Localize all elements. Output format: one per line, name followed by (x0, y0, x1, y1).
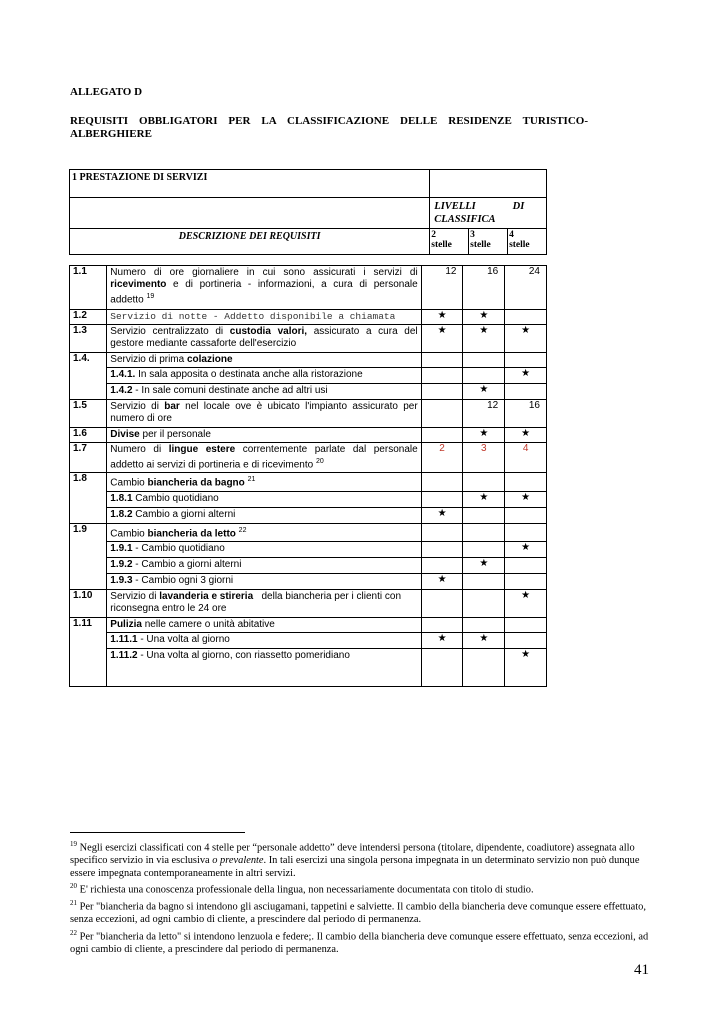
star-icon: ★ (463, 491, 505, 507)
value-3-stelle: 12 (463, 400, 505, 428)
star-icon: ★ (505, 648, 547, 686)
star-icon: ★ (421, 507, 463, 523)
star-icon: ★ (505, 541, 547, 557)
document-title-line1: REQUISITI OBBLIGATORI PER LA CLASSIFICAZIONE DELLE RESIDENZE TURISTICO- (70, 115, 588, 127)
star-icon: ★ (505, 428, 547, 443)
star-icon: ★ (421, 573, 463, 589)
table-row (70, 523, 547, 541)
table-row (70, 632, 547, 648)
row-code: 1.11 (70, 617, 107, 686)
star-icon: ★ (505, 325, 547, 353)
value-3-stelle: 16 (463, 266, 505, 310)
table-row (70, 368, 547, 384)
star-icon: ★ (463, 632, 505, 648)
table-row (70, 310, 547, 325)
footnote-20: $^{20}$ E' richiesta una conoscenza professionale della lingua, non necessariamente documentata con titolo di studio. (70, 882, 534, 896)
livelli-text: LIVELLI DI CLASSIFICA (434, 201, 525, 225)
table-row (70, 557, 547, 573)
star-icon: ★ (421, 632, 463, 648)
table-row (70, 384, 547, 400)
stars-col-4: 4 stelle (508, 229, 547, 255)
row-description: Servizio di notte - Addetto disponibile a chiamata (107, 310, 421, 325)
table-row (70, 617, 547, 632)
row-code: 1.3 (70, 325, 107, 353)
allegato-label: ALLEGATO D (70, 86, 143, 98)
table-row (70, 400, 547, 428)
livelli-header (430, 198, 547, 229)
empty-cell (70, 198, 430, 229)
row-description: Numero di ore giornaliere in cui sono assicurati i servizi di ricevimento e di portineria - informazioni, a cura di personale addetto $^{19}$ (107, 266, 421, 310)
star-icon: ★ (421, 325, 463, 353)
header-table (69, 169, 547, 255)
row-description: Divise per il personale (107, 428, 421, 443)
row-description: 1.11.1 - Una volta al giorno (107, 632, 421, 648)
table-row (70, 648, 547, 686)
row-code: 1.1 (70, 266, 107, 310)
row-code: 1.2 (70, 310, 107, 325)
table-row (70, 573, 547, 589)
table-row (70, 428, 547, 443)
table-row (70, 443, 547, 473)
livelli-spacer (430, 170, 547, 198)
row-description: Servizio centralizzato di custodia valori, assicurato a cura del gestore mediante cassaforte dell'esercizio (107, 325, 421, 353)
row-code: 1.8 (70, 473, 107, 523)
table-row (70, 473, 547, 491)
table-row (70, 325, 547, 353)
star-icon: ★ (505, 368, 547, 384)
star-icon: ★ (421, 310, 463, 325)
row-code: 1.6 (70, 428, 107, 443)
table-row (70, 541, 547, 557)
value-4-stelle: 24 (505, 266, 547, 310)
star-icon: ★ (463, 428, 505, 443)
table-row (70, 491, 547, 507)
star-icon: ★ (463, 557, 505, 573)
row-description: Cambio biancheria da letto $^{22}$ (107, 523, 421, 541)
row-code: 1.9 (70, 523, 107, 589)
row-description: 1.8.1 Cambio quotidiano (107, 491, 421, 507)
page-number: 41 (634, 962, 649, 978)
row-description: Servizio di bar nel locale ove è ubicato l'impianto assicurato per numero di ore (107, 400, 421, 428)
stars-col-3: 3 stelle (469, 229, 508, 255)
footnotes (70, 838, 650, 957)
footnote-19: $^{19}$ Negli esercizi classificati con 4 stelle per “personale addetto” deve intendersi persona (titolare, dipendente, coadiutore) assegnata allo specifico servizio in via esclusiva o prevalente. In tali esercizi una singola persona impegnata in un determinato servizio non può dunque essere impegnata contemporaneamente in altri servizi. (70, 840, 640, 879)
star-icon: ★ (505, 491, 547, 507)
footnote-21: $^{21}$ Per "biancheria da bagno si intendono gli asciugamani, tappetini e salviette. Il cambio della biancheria deve comunque essere effettuato, senza eccezioni, ad ogni cambio di cliente, a prescindere dal periodo di permanenza. (70, 899, 646, 926)
table-row (70, 589, 547, 617)
row-description: Servizio di prima colazione (107, 353, 421, 368)
requirements-table (69, 265, 547, 687)
row-description: 1.9.3 - Cambio ogni 3 giorni (107, 573, 421, 589)
table-row (70, 507, 547, 523)
row-description: Pulizia nelle camere o unità abitative (107, 617, 421, 632)
empty-cell (505, 310, 547, 325)
row-description: Numero di lingue estere correntemente parlate dal personale addetto ai servizi di portineria e di ricevimento $^{20}$ (107, 443, 421, 473)
star-icon: ★ (505, 589, 547, 617)
row-description: 1.4.2 - In sale comuni destinate anche ad altri usi (107, 384, 421, 400)
star-icon: ★ (463, 384, 505, 400)
row-description: 1.9.1 - Cambio quotidiano (107, 541, 421, 557)
footnote-22: $^{22}$ Per "biancheria da letto" si intendono lenzuola e federe;. Il cambio della biancheria deve comunque essere effettuato, senza eccezioni, ad ogni cambio di cliente, a prescindere dal periodo di permanenza. (70, 928, 649, 956)
value-4-stelle: 16 (505, 400, 547, 428)
star-icon: ★ (463, 325, 505, 353)
row-description: 1.8.2 Cambio a giorni alterni (107, 507, 421, 523)
row-code: 1.4. (70, 353, 107, 400)
star-icon: ★ (463, 310, 505, 325)
table-row (70, 353, 547, 368)
footnote-divider (70, 832, 245, 833)
document-title-line2: ALBERGHIERE (70, 128, 152, 140)
table-row (70, 266, 547, 310)
row-description: 1.11.2 - Una volta al giorno, con riassetto pomeridiano (107, 648, 421, 686)
value-3-stelle: 3 (463, 443, 505, 473)
row-code: 1.5 (70, 400, 107, 428)
stars-col-2: 2 stelle (430, 229, 469, 255)
value-2-stelle: 12 (421, 266, 463, 310)
row-description: Cambio biancheria da bagno $^{21}$ (107, 473, 421, 491)
row-code: 1.7 (70, 443, 107, 473)
value-2-stelle: 2 (421, 443, 463, 473)
row-description: 1.9.2 - Cambio a giorni alterni (107, 557, 421, 573)
row-code: 1.10 (70, 589, 107, 617)
value-4-stelle: 4 (505, 443, 547, 473)
row-description: Servizio di lavanderia e stireria della biancheria per i clienti con riconsegna entro le 24 ore (107, 589, 421, 617)
row-description: 1.4.1. In sala apposita o destinata anche alla ristorazione (107, 368, 421, 384)
descrizione-header: DESCRIZIONE DEI REQUISITI (70, 229, 430, 255)
section-title: 1 PRESTAZIONE DI SERVIZI (70, 170, 430, 198)
